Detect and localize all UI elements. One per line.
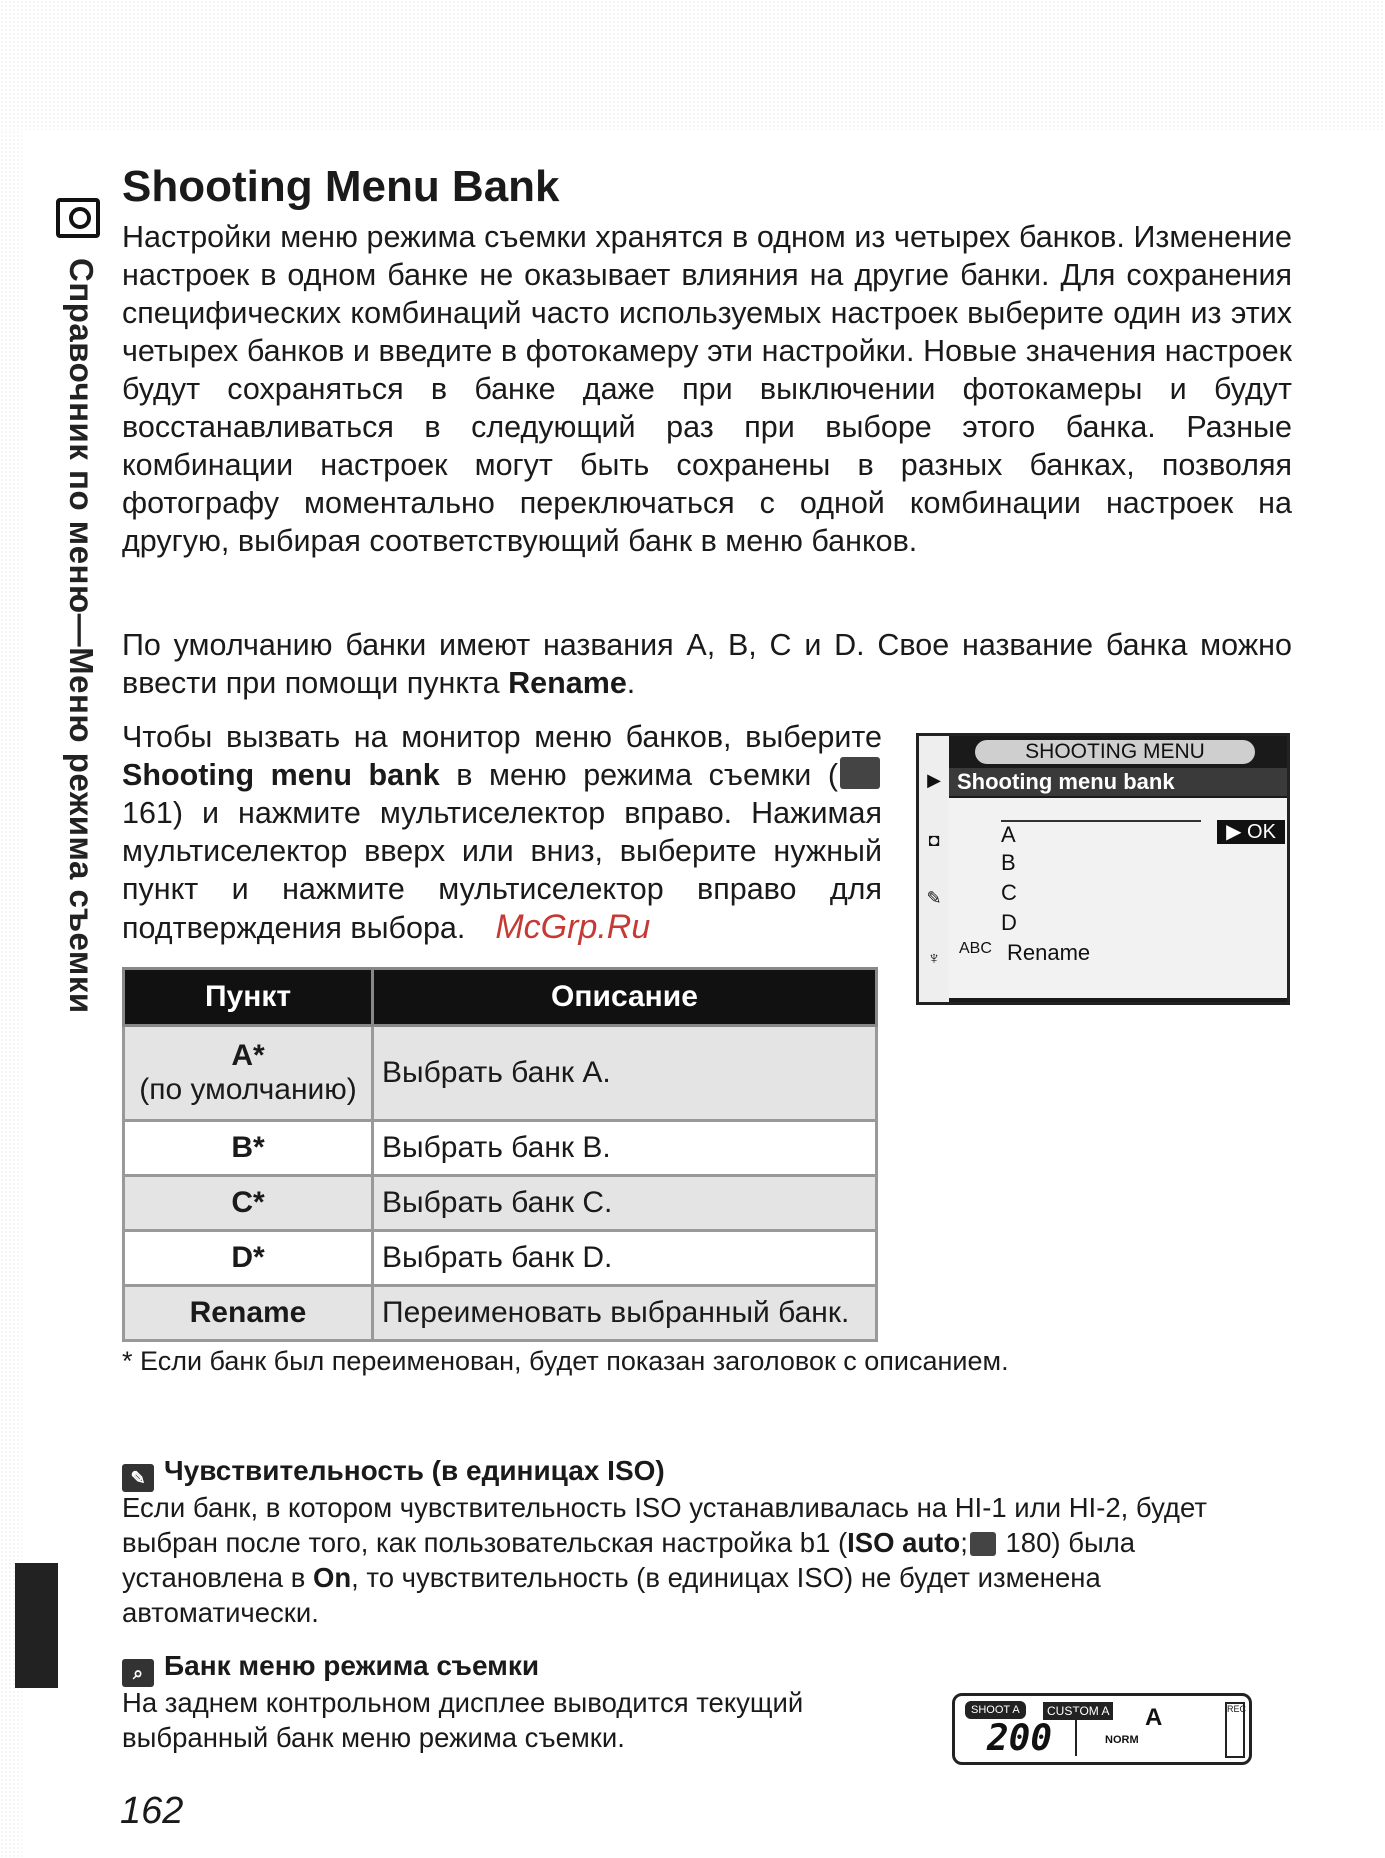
shoot-bank-badge: SHOOT A [965, 1701, 1026, 1719]
watermark-link: McGrp.Ru [495, 908, 651, 946]
setup-tab-icon: ♆ [927, 948, 941, 968]
bank-options-table [122, 967, 878, 1342]
pencil-note-icon: ✎ [122, 1464, 154, 1492]
table-row [124, 1121, 877, 1176]
shooting-tab-icon: ◘ [928, 830, 940, 850]
rec-indicator: REC [1225, 1702, 1245, 1758]
quality-indicator: NORM [1105, 1734, 1139, 1746]
rear-control-panel [952, 1693, 1252, 1765]
table-footnote: * Если банк был переименован, будет показан заголовок с описанием. [122, 1346, 1009, 1376]
table-cell-desc: Выбрать банк A. [373, 1026, 877, 1121]
camera-menu-header: SHOOTING MENU [975, 740, 1255, 764]
table-row [124, 1286, 877, 1341]
camera-menu-subtitle: Shooting menu bank [949, 768, 1287, 796]
custom-bank-badge: CUSTOM A [1043, 1702, 1113, 1720]
ok-indicator: ▶ OK [1217, 820, 1285, 844]
intro-paragraph: Настройки меню режима съемки хранятся в одном из четырех банков. Изменение настроек в одном банке не оказывает влияния на другие банки. Для сохранения специфических комбинаций часто используемых настроек выберите один из этих четырех банков и введите в фотокамеру эти настройки. Новые значения настроек будут сохраняться в банке даже при выключении фотокамеры и будут восстанавливаться в следующий раз при выборе этого банка. Разные комбинации настроек могут быть сохранены в разных банках, позволяя фотографу моментально переключаться с одной комбинации настроек на другую, выбирая соответствующий банк в меню банков. [122, 220, 1292, 558]
iso-readout: 200 [987, 1718, 1053, 1759]
magnifier-note-icon: ⌕ [122, 1659, 154, 1687]
column-header-description: Описание [373, 969, 877, 1026]
bank-option-c[interactable]: C [1001, 880, 1017, 905]
section-vertical-label: Справочник по меню—Меню режима съемки [63, 258, 100, 1014]
bank-indicator: A [1145, 1704, 1163, 1731]
defaults-paragraph: По умолчанию банки имеют названия A, B, C и D. Свое название банка можно ввести при помощи пункта Rename. [122, 628, 1292, 700]
page-title: Shooting Menu Bank [122, 162, 560, 211]
table-cell-key: A* (по умолчанию) [124, 1026, 373, 1121]
table-cell-desc: Выбрать банк D. [373, 1231, 877, 1286]
camera-menu-screen [916, 733, 1290, 1005]
playback-tab-icon: ▶ [927, 770, 941, 790]
reference-icon [970, 1532, 996, 1556]
table-row [124, 1231, 877, 1286]
camera-icon [56, 198, 100, 238]
table-cell-key: Rename [124, 1286, 373, 1341]
rename-prefix: ABC [959, 940, 992, 957]
page-number: 162 [120, 1790, 184, 1832]
table-row [124, 1176, 877, 1231]
table-cell-desc: Переименовать выбранный банк. [373, 1286, 877, 1341]
table-header [124, 969, 877, 1026]
camera-menu-list [949, 798, 1287, 998]
bank-option-a[interactable]: A [1001, 820, 1201, 848]
table-cell-key: C* [124, 1176, 373, 1231]
note-bank-heading: ⌕ Банк меню режима съемки [122, 1650, 539, 1687]
reference-icon [840, 757, 880, 789]
howto-paragraph: Чтобы вызвать на монитор меню банков, выберите Shooting menu bank в меню режима съемки ( 161) и нажмите мультиселектор вправо. Нажимая мультиселектор вверх или вниз, выберите нужный пункт и нажмите мультиселектор вправо для подтверждения выбора. McGrp.Ru [122, 720, 882, 946]
column-header-item: Пункт [124, 969, 373, 1026]
table-cell-desc: Выбрать банк B. [373, 1121, 877, 1176]
table-cell-key: B* [124, 1121, 373, 1176]
rename-option[interactable]: Rename [1007, 940, 1091, 965]
section-tab-marker [15, 1563, 58, 1688]
bank-option-b[interactable]: B [1001, 850, 1016, 875]
note-iso-body: Если банк, в котором чувствительность ISO устанавливалась на HI-1 или HI-2, будет выбран после того, как пользовательская настройка b1 (ISO auto; 180) была установлена в On, то чувствительность (в единицах ISO) не будет изменена автоматически. [122, 1492, 1207, 1628]
table-cell-desc: Выбрать банк C. [373, 1176, 877, 1231]
note-bank-body: На заднем контрольном дисплее выводится текущий выбранный банк меню режима съемки. [122, 1687, 804, 1753]
note-iso-heading: ✎ Чувствительность (в единицах ISO) [122, 1455, 665, 1492]
table-cell-key: D* [124, 1231, 373, 1286]
table-row [124, 1026, 877, 1121]
camera-menu-tabs [919, 736, 949, 1002]
bank-option-d[interactable]: D [1001, 910, 1017, 935]
custom-tab-icon: ✎ [926, 888, 942, 908]
top-texture [0, 0, 1385, 130]
